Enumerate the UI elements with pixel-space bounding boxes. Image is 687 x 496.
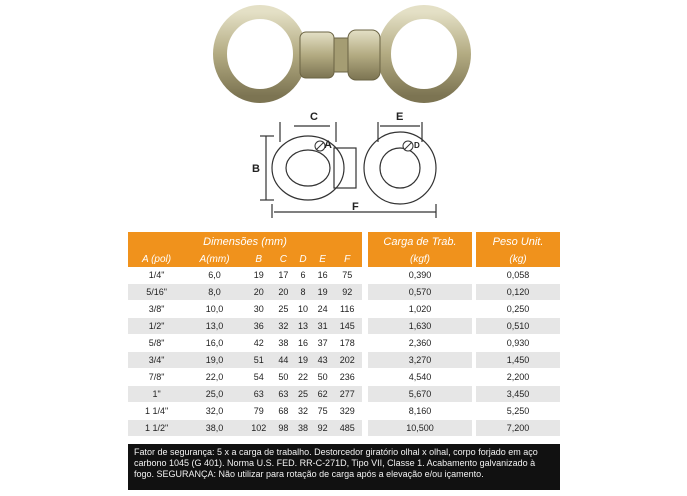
cell-b: 79 [244,403,274,420]
cell-c: 44 [274,352,294,369]
label-a: A [324,139,332,151]
table-row [128,369,362,386]
cell-e: 75 [313,403,333,420]
cell-d: 10 [293,301,313,318]
cell-f: 75 [332,267,362,284]
table-row [476,386,560,403]
table-row [476,267,560,284]
table-row [368,267,472,284]
cell-e: 62 [313,386,333,403]
cell-b: 54 [244,369,274,386]
cell-load: 4,540 [368,369,472,386]
cell-load: 0,570 [368,284,472,301]
cell-a-pol: 5/8" [128,335,185,352]
table-row [476,352,560,369]
cell-weight: 0,510 [476,318,560,335]
technical-drawing [250,108,450,224]
cell-e: 31 [313,318,333,335]
table-row [128,267,362,284]
cell-weight: 0,930 [476,335,560,352]
cell-d: 25 [293,386,313,403]
cell-weight: 3,450 [476,386,560,403]
table-row [368,284,472,301]
cell-d: 22 [293,369,313,386]
cell-d: 32 [293,403,313,420]
cell-load: 0,390 [368,267,472,284]
cell-d: 19 [293,352,313,369]
cell-weight: 1,450 [476,352,560,369]
cell-a-mm: 13,0 [185,318,244,335]
cell-d: 38 [293,420,313,437]
table-row [128,335,362,352]
cell-a-pol: 1" [128,386,185,403]
cell-f: 329 [332,403,362,420]
label-e: E [396,111,404,123]
cell-c: 25 [274,301,294,318]
cell-c: 50 [274,369,294,386]
table-row [128,403,362,420]
cell-f: 236 [332,369,362,386]
cell-a-pol: 5/16" [128,284,185,301]
cell-load: 2,360 [368,335,472,352]
cell-a-pol: 7/8" [128,369,185,386]
cell-weight: 5,250 [476,403,560,420]
table-row [476,403,560,420]
dimensions-title: Dimensões (mm) [128,232,362,252]
cell-c: 32 [274,318,294,335]
cell-b: 30 [244,301,274,318]
load-table [368,232,472,437]
cell-f: 145 [332,318,362,335]
cell-a-pol: 1/2" [128,318,185,335]
weight-table [476,232,560,437]
col-e: E [313,252,333,267]
dimensions-table [128,232,362,437]
weight-unit: (kg) [476,252,560,267]
safety-note: Fator de segurança: 5 x a carga de trabalho. Destorcedor giratório olhal x olhal, corpo forjado em aço carbono 1045 (G 401). Norma U.S. FED. RR-C-271D, Tipo VII, Classe 1. Acabamento galvanizado à fogo. SEGURANÇA: Não utilizar para rotação de carga após a elevação e/ou içamento. [128,444,560,490]
cell-d: 6 [293,267,313,284]
cell-c: 20 [274,284,294,301]
cell-d: 8 [293,284,313,301]
cell-e: 43 [313,352,333,369]
cell-a-mm: 16,0 [185,335,244,352]
cell-a-pol: 1 1/4" [128,403,185,420]
table-row [128,352,362,369]
cell-b: 51 [244,352,274,369]
cell-e: 37 [313,335,333,352]
cell-e: 50 [313,369,333,386]
table-row [476,284,560,301]
table-row [128,318,362,335]
cell-e: 92 [313,420,333,437]
table-row [476,335,560,352]
table-row [368,352,472,369]
col-c: C [274,252,294,267]
cell-f: 178 [332,335,362,352]
table-row [128,420,362,437]
cell-f: 277 [332,386,362,403]
cell-f: 116 [332,301,362,318]
weight-title: Peso Unit. [476,232,560,252]
cell-b: 102 [244,420,274,437]
cell-a-mm: 10,0 [185,301,244,318]
cell-a-mm: 6,0 [185,267,244,284]
cell-a-pol: 3/4" [128,352,185,369]
cell-b: 19 [244,267,274,284]
table-row [368,335,472,352]
cell-load: 8,160 [368,403,472,420]
table-row [128,301,362,318]
table-row [476,301,560,318]
cell-e: 24 [313,301,333,318]
col-b: B [244,252,274,267]
col-d: D [293,252,313,267]
cell-e: 16 [313,267,333,284]
cell-a-mm: 38,0 [185,420,244,437]
cell-weight: 2,200 [476,369,560,386]
specs-tables [128,232,560,437]
cell-a-pol: 1/4" [128,267,185,284]
label-f: F [352,201,359,213]
cell-a-mm: 8,0 [185,284,244,301]
cell-e: 19 [313,284,333,301]
cell-f: 202 [332,352,362,369]
table-row [476,318,560,335]
col-f: F [332,252,362,267]
cell-d: 16 [293,335,313,352]
cell-a-mm: 25,0 [185,386,244,403]
cell-weight: 7,200 [476,420,560,437]
cell-b: 63 [244,386,274,403]
cell-load: 3,270 [368,352,472,369]
cell-b: 36 [244,318,274,335]
cell-load: 1,630 [368,318,472,335]
table-row [128,284,362,301]
cell-a-pol: 3/8" [128,301,185,318]
cell-f: 92 [332,284,362,301]
cell-a-mm: 32,0 [185,403,244,420]
cell-a-pol: 1 1/2" [128,420,185,437]
product-photo [212,0,474,108]
table-row [368,369,472,386]
label-c: C [310,111,318,123]
table-row [368,403,472,420]
cell-weight: 0,120 [476,284,560,301]
cell-weight: 0,058 [476,267,560,284]
cell-load: 10,500 [368,420,472,437]
cell-f: 485 [332,420,362,437]
cell-weight: 0,250 [476,301,560,318]
cell-c: 98 [274,420,294,437]
cell-b: 42 [244,335,274,352]
cell-c: 38 [274,335,294,352]
table-row [128,386,362,403]
cell-load: 1,020 [368,301,472,318]
table-row [368,301,472,318]
cell-c: 17 [274,267,294,284]
table-row [476,369,560,386]
cell-b: 20 [244,284,274,301]
label-d: D [414,141,420,150]
table-row [368,420,472,437]
load-unit: (kgf) [368,252,472,267]
cell-load: 5,670 [368,386,472,403]
table-row [476,420,560,437]
cell-c: 68 [274,403,294,420]
cell-c: 63 [274,386,294,403]
cell-a-mm: 22,0 [185,369,244,386]
label-b: B [252,163,260,175]
col-a-pol: A (pol) [128,252,185,267]
table-row [368,386,472,403]
cell-d: 13 [293,318,313,335]
cell-a-mm: 19,0 [185,352,244,369]
col-a-mm: A(mm) [185,252,244,267]
table-row [368,318,472,335]
load-title: Carga de Trab. [368,232,472,252]
